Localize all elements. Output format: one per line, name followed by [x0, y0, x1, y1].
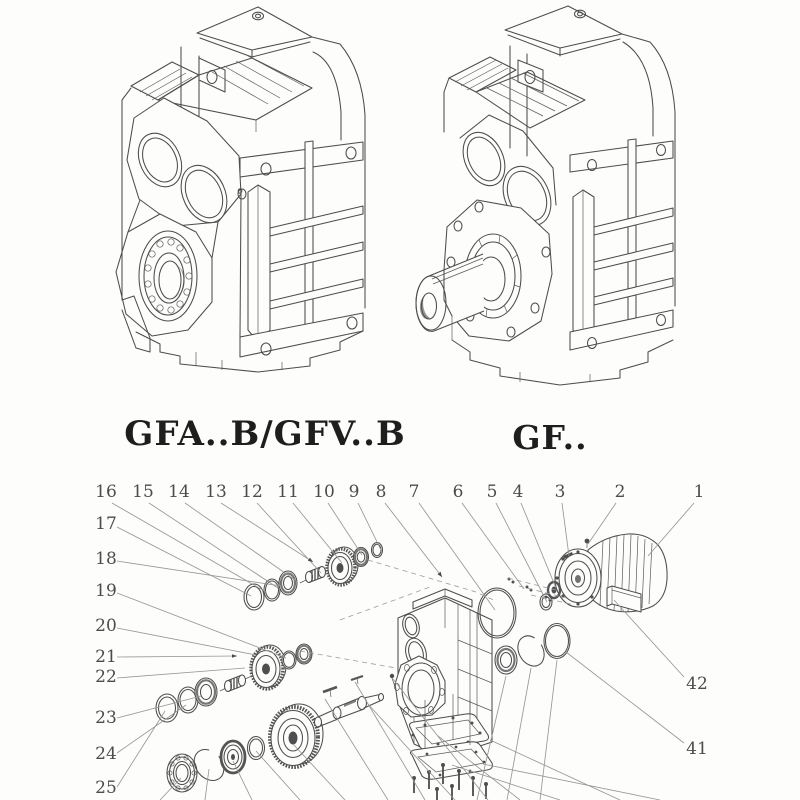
leader-arrowhead-13 — [308, 558, 313, 562]
callout-number-14: 14 — [168, 482, 190, 502]
assembly-axis-line — [300, 651, 396, 668]
leader-line-12 — [257, 503, 321, 573]
callout-number-18: 18 — [95, 549, 117, 569]
callout-number-2: 2 — [614, 482, 626, 502]
callout-number-24: 24 — [95, 744, 117, 764]
leader-line-8 — [385, 503, 442, 577]
callout-number-15: 15 — [132, 482, 154, 502]
leader-line-1 — [648, 503, 694, 556]
leader-line-4 — [521, 503, 556, 588]
callout-number-19: 19 — [95, 581, 117, 601]
cropped-leader-line — [325, 699, 388, 800]
callout-number-16: 16 — [95, 482, 117, 502]
leader-line-42 — [614, 600, 684, 677]
callout-number-23: 23 — [95, 708, 117, 728]
leader-line-24 — [117, 705, 186, 753]
leader-line-22 — [117, 668, 245, 678]
callout-number-17: 17 — [95, 514, 117, 534]
callout-number-25: 25 — [95, 778, 117, 798]
leader-line-5 — [496, 503, 547, 602]
leader-arrowhead-21 — [232, 654, 237, 657]
callout-number-3: 3 — [554, 482, 566, 502]
callout-number-20: 20 — [95, 616, 117, 636]
callout-number-21: 21 — [95, 647, 117, 667]
leader-line-21 — [117, 656, 237, 657]
callout-number-6: 6 — [452, 482, 464, 502]
exploded-parts-diagram — [95, 482, 708, 800]
callout-number-4: 4 — [512, 482, 524, 502]
leader-line-14 — [185, 503, 295, 580]
callout-number-10: 10 — [313, 482, 335, 502]
cropped-leader-line — [205, 769, 209, 800]
gearbox-shaft-view-drawing — [416, 6, 675, 385]
callout-number-22: 22 — [95, 667, 117, 687]
leader-line-15 — [149, 503, 278, 588]
motor — [508, 534, 668, 612]
model-label-gfab-gfvb: GFA..B/GFV..B — [124, 414, 406, 454]
leader-line-16 — [112, 503, 266, 592]
callout-number-11: 11 — [277, 482, 299, 502]
leader-line-17 — [117, 527, 251, 596]
leader-line-3 — [562, 503, 569, 556]
leader-line-20 — [117, 628, 256, 655]
assembly-axis-line — [368, 560, 476, 592]
leader-line-41 — [566, 652, 684, 743]
cropped-leader-line — [507, 668, 531, 800]
callout-number-7: 7 — [408, 482, 420, 502]
callout-number-9: 9 — [348, 482, 360, 502]
callout-number-12: 12 — [241, 482, 263, 502]
callout-number-8: 8 — [375, 482, 387, 502]
callout-number-13: 13 — [205, 482, 227, 502]
gearbox-front-view-drawing — [116, 7, 365, 372]
leader-line-9 — [358, 503, 381, 550]
callout-number-41: 41 — [686, 739, 708, 759]
callout-number-1: 1 — [693, 482, 705, 502]
cropped-leader-line — [490, 740, 620, 800]
callout-number-42: 42 — [686, 674, 708, 694]
model-label-gf: GF.. — [512, 418, 588, 457]
input-shaft-group — [244, 543, 383, 611]
leader-line-13 — [221, 503, 313, 562]
callout-number-5: 5 — [486, 482, 498, 502]
cropped-leader-line — [293, 744, 345, 800]
leader-line-25 — [117, 711, 165, 787]
cropped-leader-line — [540, 660, 557, 800]
cropped-leader-line — [483, 764, 660, 800]
